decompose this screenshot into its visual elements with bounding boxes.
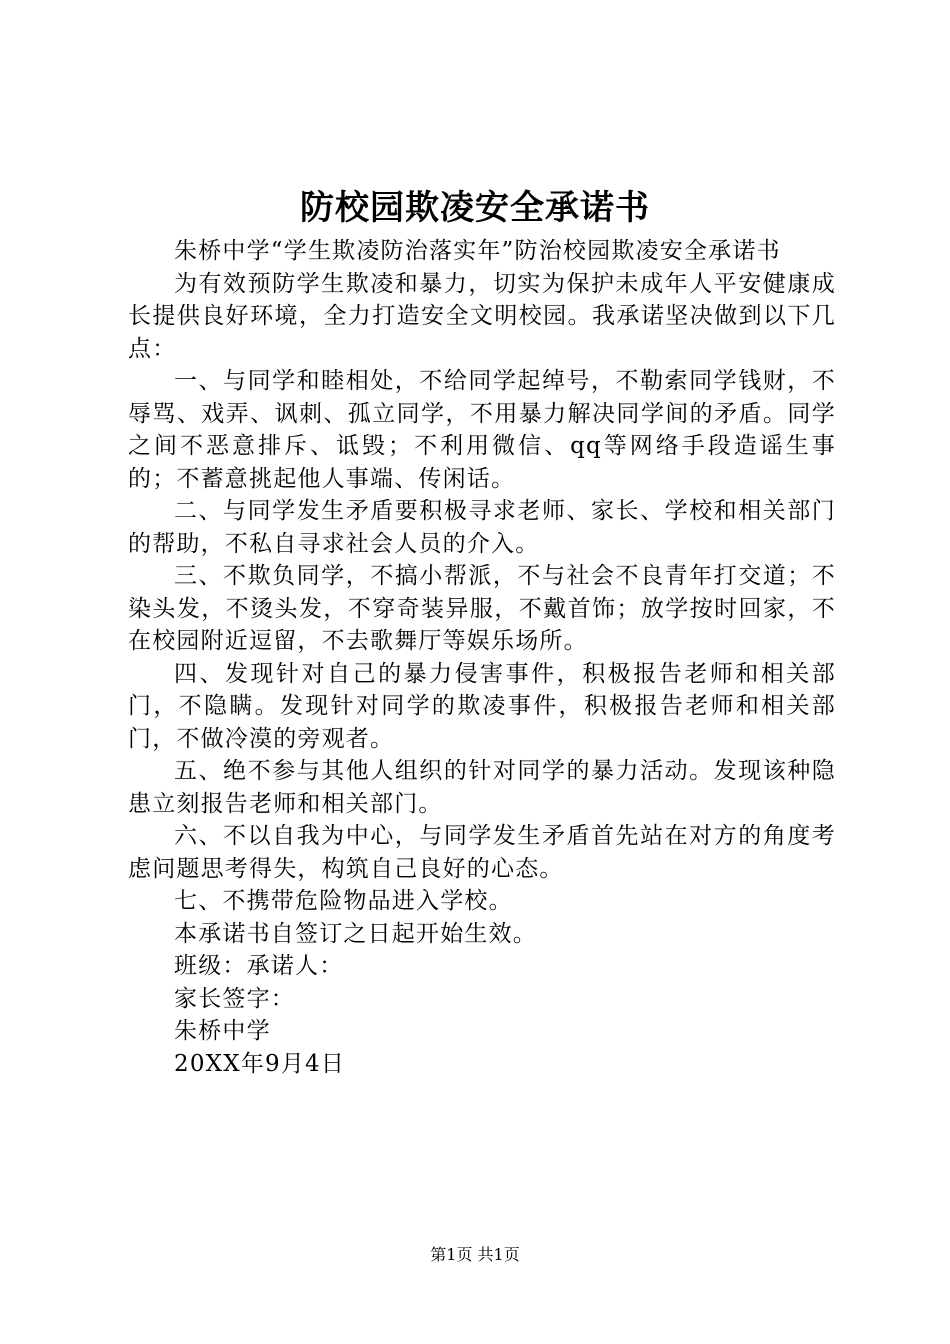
class-signer-line: 班级：承诺人： (174, 953, 344, 979)
intro-paragraph: 为有效预防学生欺凌和暴力，切实为保护未成年人平安健康成长提供良好环境，全力打造安全文明校园。我承诺坚决做到以下几点： (128, 270, 836, 362)
document-subtitle: 朱桥中学“学生欺凌防治落实年”防治校园欺凌安全承诺书 (174, 238, 781, 264)
school-name: 朱桥中学 (174, 1018, 271, 1044)
pledge-item-6: 六、不以自我为中心，与同学发生矛盾首先站在对方的角度考虑问题思考得失，构筑自己良好的心态。 (128, 823, 836, 882)
pledge-item-2: 二、与同学发生矛盾要积极寻求老师、家长、学校和相关部门的帮助，不私自寻求社会人员的介入。 (128, 498, 836, 557)
effective-note: 本承诺书自签订之日起开始生效。 (174, 920, 537, 947)
parent-signature-line: 家长签字： (174, 985, 295, 1012)
document-body (128, 235, 836, 1080)
pledge-item-5: 五、绝不参与其他人组织的针对同学的暴力活动。发现该种隐患立刻报告老师和相关部门。 (128, 758, 836, 817)
pledge-item-4: 四、发现针对自己的暴力侵害事件，积极报告老师和相关部门，不隐瞒。发现针对同学的欺凌事件，积极报告老师和相关部门，不做冷漠的旁观者。 (128, 660, 836, 752)
document-date: 20XX年9月4日 (174, 1050, 346, 1077)
document-title: 防校园欺凌安全承诺书 (300, 188, 650, 228)
pledge-item-7: 七、不携带危险物品进入学校。 (174, 888, 513, 914)
pledge-item-1: 一、与同学和睦相处，不给同学起绰号，不勒索同学钱财，不辱骂、戏弄、讽刺、孤立同学，不用暴力解决同学间的矛盾。同学之间不恶意排斥、诋毁；不利用微信、qq等网络手段造谣生事的；不蓄意挑起他人事端、传闲话。 (128, 368, 836, 492)
pledge-item-3: 三、不欺负同学，不搞小帮派，不与社会不良青年打交道；不染头发，不烫头发，不穿奇装异服，不戴首饰；放学按时回家，不在校园附近逗留，不去歌舞厅等娱乐场所。 (128, 563, 836, 654)
page-footer: 第1页 共1页 (430, 1245, 520, 1264)
